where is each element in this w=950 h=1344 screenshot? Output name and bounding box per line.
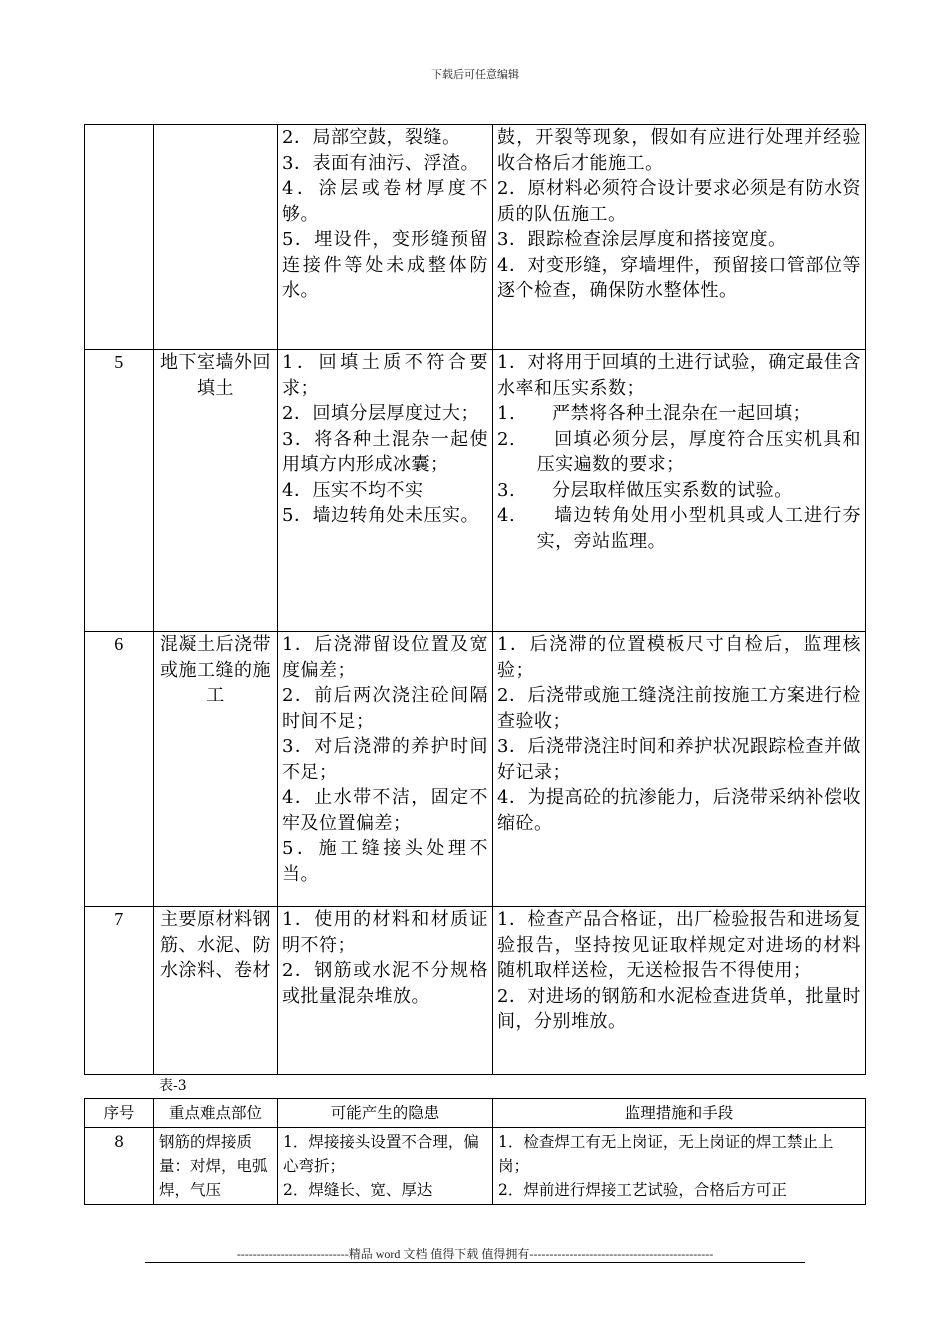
column-header: 可能产生的隐患 bbox=[278, 1099, 493, 1128]
risk-item: 3．对后浇滞的养护时间不足； bbox=[282, 736, 488, 783]
measure-cell bbox=[493, 907, 866, 1075]
risk-cell bbox=[278, 350, 493, 632]
table-row bbox=[85, 350, 866, 632]
risk-item: 1．使用的材料和材质证明不符； bbox=[282, 909, 488, 956]
measure-cell bbox=[493, 350, 866, 632]
row-number bbox=[85, 125, 154, 350]
measure-item: 1．对将用于回填的土进行试验，确定最佳含水率和压实系数； bbox=[497, 352, 861, 399]
table-row bbox=[85, 1128, 866, 1205]
risk-item: 2．钢筋或水泥不分规格或批量混杂堆放。 bbox=[282, 960, 488, 1007]
measure-item: 鼓，开裂等现象，假如有应进行处理并经验收合格后才能施工。 bbox=[497, 127, 861, 174]
measure-item: 2．对进场的钢筋和水泥检查进货单，批量时间，分别堆放。 bbox=[497, 985, 861, 1032]
row-number: 7 bbox=[85, 907, 154, 1075]
table-header-row bbox=[85, 1099, 866, 1128]
risk-item: 1．回填土质不符合要求； bbox=[282, 352, 488, 399]
risk-item: 5．施工缝接头处理不当。 bbox=[282, 838, 488, 885]
risk-item: 3．表面有油污、浮渣。 bbox=[282, 152, 479, 174]
risk-item: 3．将各种土混杂一起使用填方内形成冰囊； bbox=[282, 428, 488, 475]
measure-item: 4．对变形缝，穿墙埋件，预留接口管部位等逐个检查，确保防水整体性。 bbox=[497, 254, 861, 301]
row-number: 8 bbox=[85, 1128, 154, 1205]
table-row bbox=[85, 907, 866, 1075]
risk-item: 2．回填分层厚度过大； bbox=[282, 403, 479, 424]
row-number: 5 bbox=[85, 350, 154, 632]
measure-item: 1．检查产品合格证，出厂检验报告和进场复验报告，坚持按见证取样规定对进场的材料随机取样送检，无送检报告不得使用； bbox=[497, 909, 861, 981]
supervision-table bbox=[84, 124, 866, 1075]
table-row bbox=[85, 125, 866, 350]
risk-item: 5．埋设件，变形缝预留连接件等处未成整体防水。 bbox=[282, 229, 488, 301]
measure-item: 4．为提高砼的抗渗能力，后浇带采纳补偿收缩砼。 bbox=[497, 787, 861, 834]
column-header: 序号 bbox=[85, 1099, 154, 1128]
key-location bbox=[154, 125, 278, 350]
row-number: 6 bbox=[85, 632, 154, 907]
risk-cell bbox=[278, 125, 493, 350]
key-location: 混凝土后浇带或施工缝的施工 bbox=[154, 632, 278, 907]
measure-item: 2．后浇带或施工缝浇注前按施工方案进行检查验收； bbox=[497, 685, 861, 732]
risk-item: 4．止水带不洁，固定不牢及位置偏差； bbox=[282, 787, 488, 834]
key-location: 主要原材料钢筋、水泥、防水涂料、卷材 bbox=[154, 907, 278, 1075]
key-location: 钢筋的焊接质量：对焊，电弧焊，气压 bbox=[154, 1128, 278, 1205]
footer-divider bbox=[145, 1262, 805, 1263]
risk-cell: 1．焊接接头设置不合理，偏心弯折； 2．焊缝长、宽、厚达 bbox=[278, 1128, 493, 1205]
measure-item: 3. 分层取样做压实系数的试验。 bbox=[497, 479, 793, 501]
risk-item: 1．后浇滞留设位置及宽度偏差； bbox=[282, 634, 488, 681]
column-header: 重点难点部位 bbox=[154, 1099, 278, 1128]
measure-cell bbox=[493, 632, 866, 907]
risk-item: 4．压实不均不实 bbox=[282, 479, 424, 501]
table-caption: 表-3 bbox=[159, 1078, 187, 1094]
measure-item: 1. 严禁将各种土混杂在一起回填； bbox=[497, 403, 812, 424]
measure-item: 3．跟踪检查涂层厚度和搭接宽度。 bbox=[497, 229, 787, 250]
footer-text: ----------------------------精品 word 文档 值得下载 值得拥有---------------------------------------------- bbox=[236, 1247, 714, 1261]
supervision-table-3 bbox=[84, 1098, 866, 1205]
column-header: 监理措施和手段 bbox=[493, 1099, 866, 1128]
risk-item: 2．前后两次浇注砼间隔时间不足； bbox=[282, 685, 488, 732]
measure-item: 1．后浇滞的位置模板尺寸自检后，监理核验； bbox=[497, 634, 861, 681]
risk-item: 4．涂层或卷材厚度不够。 bbox=[282, 178, 488, 225]
table-row bbox=[85, 632, 866, 907]
header-note: 下载后可任意编辑 bbox=[431, 68, 519, 81]
risk-cell bbox=[278, 907, 493, 1075]
risk-cell bbox=[278, 632, 493, 907]
key-location: 地下室墙外回填土 bbox=[154, 350, 278, 632]
risk-item: 2．局部空鼓，裂缝。 bbox=[282, 127, 461, 148]
measure-item: 2. 回填必须分层，厚度符合压实机具和压实遍数的要求； bbox=[497, 428, 861, 475]
measure-cell: 1．检查焊工有无上岗证，无上岗证的焊工禁止上岗； 2．焊前进行焊接工艺试验，合格后方可正 bbox=[493, 1128, 866, 1205]
measure-cell bbox=[493, 125, 866, 350]
risk-item: 5．墙边转角处未压实。 bbox=[282, 505, 479, 526]
measure-item: 2．原材料必须符合设计要求必须是有防水资质的队伍施工。 bbox=[497, 178, 861, 225]
measure-item: 3．后浇带浇注时间和养护状况跟踪检查并做好记录； bbox=[497, 736, 861, 783]
measure-item: 4. 墙边转角处用小型机具或人工进行夯实，旁站监理。 bbox=[497, 505, 861, 552]
